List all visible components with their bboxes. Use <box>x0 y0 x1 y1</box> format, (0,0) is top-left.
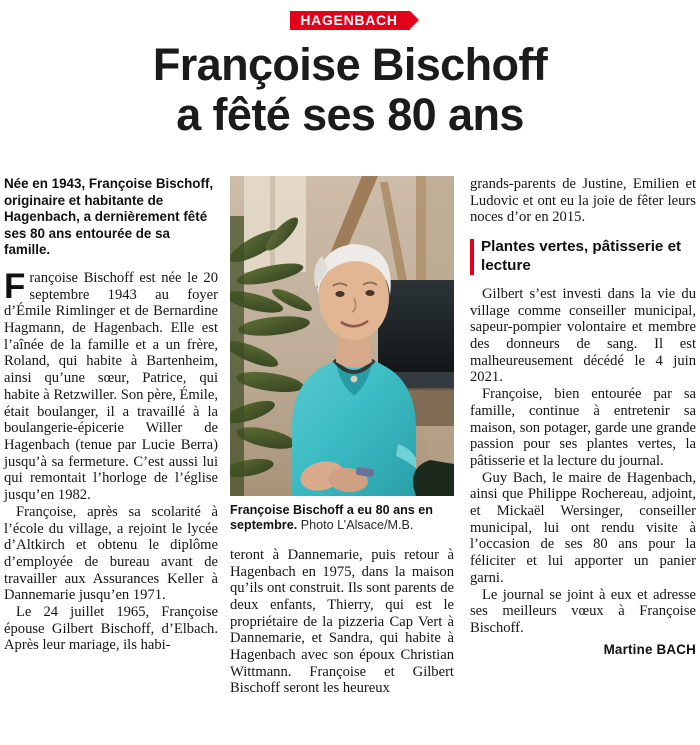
paragraph: Le 24 juillet 1965, Françoise épouse Gilbert Bischoff, d’Elbach. Après leur mariage, ils habi- <box>4 604 218 654</box>
page-title <box>0 40 700 140</box>
article-columns <box>0 176 700 745</box>
paragraph: Guy Bach, le maire de Hagenbach, ainsi que Philippe Rochereau, adjoint, et Mickaël Wersinger, conseiller municipal, lui ont rendu visite à l’occasion de ses 80 ans pour la féliciter et lui apporter un panier garni. <box>470 469 696 586</box>
article-byline: Martine BACH <box>603 641 696 657</box>
paragraph: grands-parents de Justine, Emilien et Ludovic et ont eu la joie de fêter leurs noces d’or en 2015. <box>470 176 696 226</box>
section-subheading: Plantes vertes, pâtisserie et lecture <box>470 238 696 275</box>
column-middle <box>224 176 460 745</box>
headline-line-1: Françoise Bischoff <box>152 39 548 90</box>
column-left <box>0 176 224 745</box>
article-standfirst: Née en 1943, Françoise Bischoff, originaire et habitante de Hagenbach, a dernièrement fêté ses 80 ans entourée de sa famille. <box>4 176 214 258</box>
paragraph: Françoise, après sa scolarité à l’école du village, a rejoint le lycée d’Altkirch et obtenu le diplôme d’employée de bureau avant de travailler aux Assurances Keller à Dannemarie jusqu’en 1971. <box>4 503 218 604</box>
kicker-banner-container <box>0 0 700 33</box>
headline-line-2: a fêté ses 80 ans <box>176 89 524 140</box>
paragraph: Le journal se joint à eux et adresse ses meilleurs vœux à Françoise Bischoff. <box>470 586 696 636</box>
paragraph: Françoise Bischoff est née le 20 septembre 1943 au foyer d’Émile Rimlinger et de Bernardine Hagmann, de Hagenbach. Elle est l’aînée de la famille et a un frère, Roland, qui habite à Bartenheim, ainsi qu’une sœur, Patrice, qui habite à Retzwiller. Son père, Émile, était boulanger, il a travaillé à la boulangerie-épicerie Willer de Hagenbach (tenue par Lucie Berra) jusqu’à sa fermeture. C’est aussi lui qui remontait l’horloge de l’église jusqu’en 1982. <box>4 266 218 504</box>
locality-kicker-badge: HAGENBACH <box>290 11 409 30</box>
paragraph: Gilbert s’est investi dans la vie du village comme conseiller municipal, sapeur-pompier volontaire et membre des donneurs de sang. Il est malheureusement décédé le 4 juin 2021. <box>470 285 696 386</box>
column-right <box>460 176 700 745</box>
paragraph: Françoise, bien entourée par sa famille, continue à entretenir sa maison, son potager, garde une grande passion pour ses plantes vertes, la pâtisserie et la lecture du journal. <box>470 386 696 469</box>
article-photo <box>230 176 454 496</box>
paragraph: teront à Dannemarie, puis retour à Hagenbach en 1975, dans la maison qu’ils ont construit. Ils sont parents de deux enfants, Thierry, qui est le propriétaire de la pizzeria Cap Vert à Dannemarie, et Sandra, qui habite à Hagenbach avec son époux Christian Wittmann. Françoise et Gilbert Bischoff seront les heureux <box>230 546 454 697</box>
photo-credit: Photo L’Alsace/M.B. <box>300 518 414 533</box>
photo-caption <box>230 503 454 534</box>
article-photo-illustration <box>230 176 454 496</box>
photo-caption-text: Françoise Bischoff a eu 80 ans en septembre. <box>230 503 433 533</box>
